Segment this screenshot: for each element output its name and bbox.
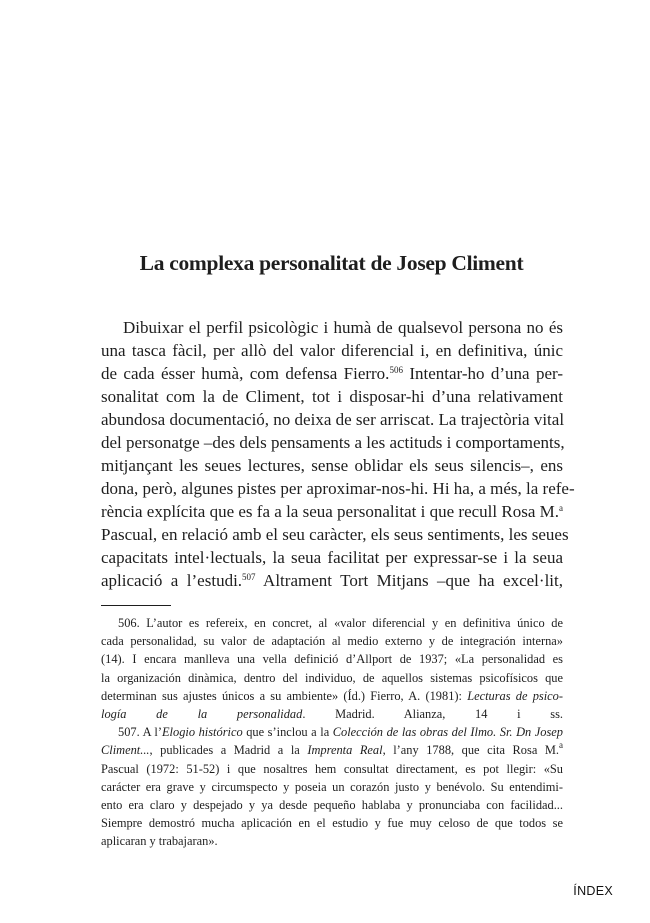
- text-run: abundosa documentació, no deixa de ser arriscat. La trajectòria vital: [101, 410, 565, 429]
- body-line: [101, 546, 563, 569]
- body-line: [101, 339, 563, 362]
- footnote-line: [101, 614, 563, 632]
- body-line: [101, 454, 563, 477]
- italic-text: logía de la personalidad: [101, 706, 303, 721]
- text-run: Siempre demostró mucha aplicación en el estudio y fue muy celoso de que todos se: [101, 816, 563, 831]
- text-run: , l’any 1788, que cita Rosa M.: [382, 743, 559, 758]
- text-run: aplicació a l’estudi.: [101, 571, 243, 590]
- footnote-line: [101, 687, 563, 705]
- text-run: una tasca fàcil, per allò del valor diferencial i, en definitiva, únic: [101, 341, 563, 360]
- text-run: de cada ésser humà, com defensa Fierro.: [101, 364, 390, 383]
- footnote-ref: a: [559, 503, 563, 513]
- text-run: sonalitat com la de Climent, tot i disposar-hi d’una relativament: [101, 387, 563, 406]
- italic-text: Colección de las obras del Ilmo. Sr. Dn Josep: [332, 725, 563, 740]
- text-run: rència explícita que es fa a la seua personalitat i que recull Rosa M.: [101, 502, 559, 521]
- footnote-line: [101, 705, 563, 723]
- chapter-title: La complexa personalitat de Josep Climent: [139, 251, 524, 275]
- text-run: aplicaran y trabajaran».: [101, 834, 218, 849]
- italic-text: Lecturas de psico-: [467, 688, 563, 703]
- footnote-ref: 507: [242, 572, 256, 582]
- footnote-line: [101, 832, 563, 850]
- text-run: carácter era grave y circumspecto y poseia un corazón justo y benévolo. Su entendimi-: [101, 779, 563, 794]
- footnotes: [101, 614, 563, 850]
- footnote-line: [101, 650, 563, 668]
- text-run: del personatge –des dels pensaments a les actituds i comportaments,: [101, 433, 565, 452]
- text-run: , publicades a Madrid a la: [149, 743, 308, 758]
- italic-text: Climent...: [101, 743, 150, 758]
- text-run: ento era claro y despejado y ya desde pequeño hablaba y pronunciaba con facilidad...: [101, 797, 563, 812]
- body-paragraph: [101, 316, 575, 592]
- text-run: la organización dinàmica, dentro del individuo, de aquellos sistemas psicofísicos que: [101, 670, 563, 685]
- text-run: capacitats intel·lectuals, la seua facilitat per expressar-se i la seua: [101, 548, 563, 567]
- footnote-ref: 506: [389, 365, 403, 375]
- footnote-separator: [101, 605, 171, 606]
- body-line: [101, 523, 569, 546]
- footnote-line: [101, 778, 563, 796]
- footnote-line: [101, 814, 563, 832]
- text-run: 507. A l’: [118, 725, 162, 740]
- italic-text: Elogio histórico: [161, 725, 243, 740]
- footnote-line: [101, 632, 563, 650]
- body-line: [101, 385, 563, 408]
- body-line: [101, 362, 563, 385]
- text-run: cada personalidad, su valor de adaptación al medio externo y de integración interna»: [101, 634, 563, 649]
- body-line: [101, 408, 563, 431]
- text-run: . Madrid. Alianza, 14 i ss.: [302, 706, 563, 721]
- footnote-ref: a: [559, 740, 563, 751]
- body-line: [101, 569, 563, 592]
- text-run: determinan sus ajustes únicos a su ambiente» (Íd.) Fierro, A. (1981):: [101, 688, 468, 703]
- body-line: [101, 500, 563, 523]
- text-run: Pascual, en relació amb el seu caràcter, els seus sentiments, les seues: [101, 525, 569, 544]
- text-run: Altrament Tort Mitjans –que ha excel·lit,: [255, 571, 563, 590]
- text-run: Intentar-ho d’una per-: [402, 364, 563, 383]
- body-line: [101, 477, 575, 500]
- text-run: dona, però, algunes pistes per aproximar-nos-hi. Hi ha, a més, la refe-: [101, 479, 575, 498]
- text-run: 506. L’autor es refereix, en concret, al «valor diferencial y en definitiva único de: [118, 616, 563, 630]
- text-run: (14). I encara manlleva una vella definició d’Allport de 1937; «La personalidad es: [101, 652, 563, 667]
- index-link[interactable]: ÍNDEX: [573, 884, 613, 898]
- footnote-line: [101, 741, 563, 759]
- footnote-line: [101, 723, 563, 741]
- italic-text: Imprenta Real: [307, 743, 383, 758]
- footnote-line: [101, 796, 563, 814]
- text-run: mitjançant les seues lectures, sense oblidar els seus silencis–, ens: [101, 456, 563, 475]
- text-run: Pascual (1972: 51-52) i que nosaltres hem consultat directament, es pot llegir: «Su: [101, 761, 563, 776]
- footnote-line: [101, 669, 563, 687]
- body-line: [101, 431, 563, 454]
- footnote-line: [101, 760, 563, 778]
- text-run: que s’inclou a la: [242, 725, 333, 740]
- text-run: Dibuixar el perfil psicològic i humà de qualsevol persona no és: [123, 318, 563, 337]
- body-line: [101, 316, 563, 339]
